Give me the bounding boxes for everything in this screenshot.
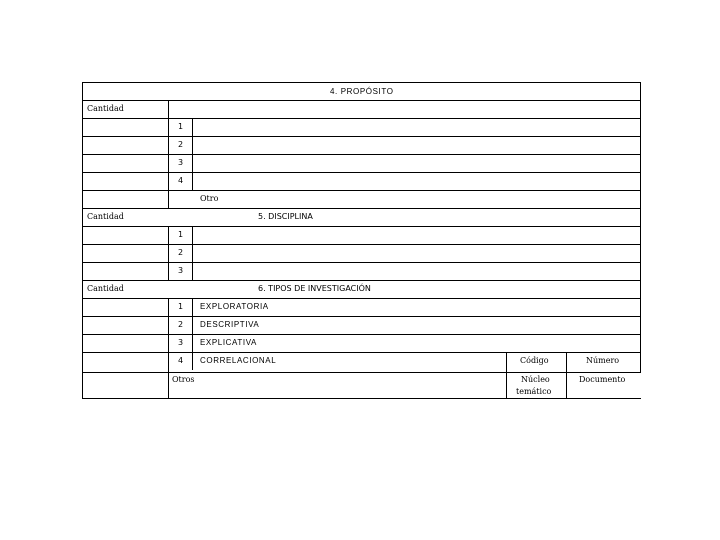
row-line bbox=[82, 154, 641, 155]
row-line bbox=[82, 208, 641, 209]
row-number: 1 bbox=[178, 122, 184, 131]
row-number: 2 bbox=[178, 320, 184, 329]
table-border-right bbox=[640, 82, 641, 373]
table-border-top bbox=[82, 82, 641, 83]
row-number: 1 bbox=[178, 230, 184, 239]
col-divider-label bbox=[168, 100, 169, 208]
row-number: 4 bbox=[178, 176, 184, 185]
investigation-type-label: CORRELACIONAL bbox=[200, 356, 277, 365]
row-line bbox=[82, 118, 641, 119]
other-label: Otro bbox=[200, 194, 219, 203]
quantity-label: Cantidad bbox=[87, 212, 124, 221]
nucleo-tematico-header-line1: Núcleo bbox=[521, 375, 550, 384]
col-divider-label bbox=[168, 226, 169, 280]
row-number: 3 bbox=[178, 338, 184, 347]
row-line bbox=[82, 172, 641, 173]
nucleo-tematico-header-line2: temático bbox=[516, 387, 552, 396]
codigo-header: Código bbox=[520, 356, 549, 365]
section-title-tipos: 6. TIPOS DE INVESTIGACIÓN bbox=[258, 284, 371, 293]
row-line bbox=[82, 100, 641, 101]
numero-header: Número bbox=[586, 356, 620, 365]
row-line bbox=[82, 136, 641, 137]
row-line bbox=[82, 262, 641, 263]
row-line bbox=[82, 298, 641, 299]
documento-header: Documento bbox=[579, 375, 626, 384]
row-number: 2 bbox=[178, 140, 184, 149]
row-line bbox=[82, 352, 641, 353]
row-number: 2 bbox=[178, 248, 184, 257]
section-title-proposito: 4. PROPÓSITO bbox=[330, 87, 394, 96]
row-line bbox=[82, 372, 641, 373]
col-divider-number bbox=[192, 298, 193, 370]
quantity-label: Cantidad bbox=[87, 104, 124, 113]
col-divider-label bbox=[168, 298, 169, 398]
table-border-bottom bbox=[82, 398, 641, 399]
row-line bbox=[82, 244, 641, 245]
col-divider-number bbox=[192, 226, 193, 280]
row-line bbox=[82, 316, 641, 317]
row-number: 4 bbox=[178, 356, 184, 365]
investigation-type-label: EXPLORATORIA bbox=[200, 302, 269, 311]
form-table bbox=[82, 82, 641, 399]
col-divider-codigo bbox=[506, 352, 507, 398]
section-title-disciplina: 5. DISCIPLINA bbox=[258, 212, 313, 221]
col-divider-numero bbox=[566, 352, 567, 398]
row-line bbox=[82, 190, 641, 191]
quantity-label: Cantidad bbox=[87, 284, 124, 293]
row-number: 3 bbox=[178, 266, 184, 275]
investigation-type-label: DESCRIPTIVA bbox=[200, 320, 260, 329]
col-divider-number bbox=[192, 118, 193, 190]
row-number: 3 bbox=[178, 158, 184, 167]
row-line bbox=[82, 226, 641, 227]
investigation-type-label: EXPLICATIVA bbox=[200, 338, 257, 347]
row-number: 1 bbox=[178, 302, 184, 311]
row-line bbox=[82, 280, 641, 281]
others-label: Otros bbox=[172, 375, 195, 384]
row-line bbox=[82, 334, 641, 335]
